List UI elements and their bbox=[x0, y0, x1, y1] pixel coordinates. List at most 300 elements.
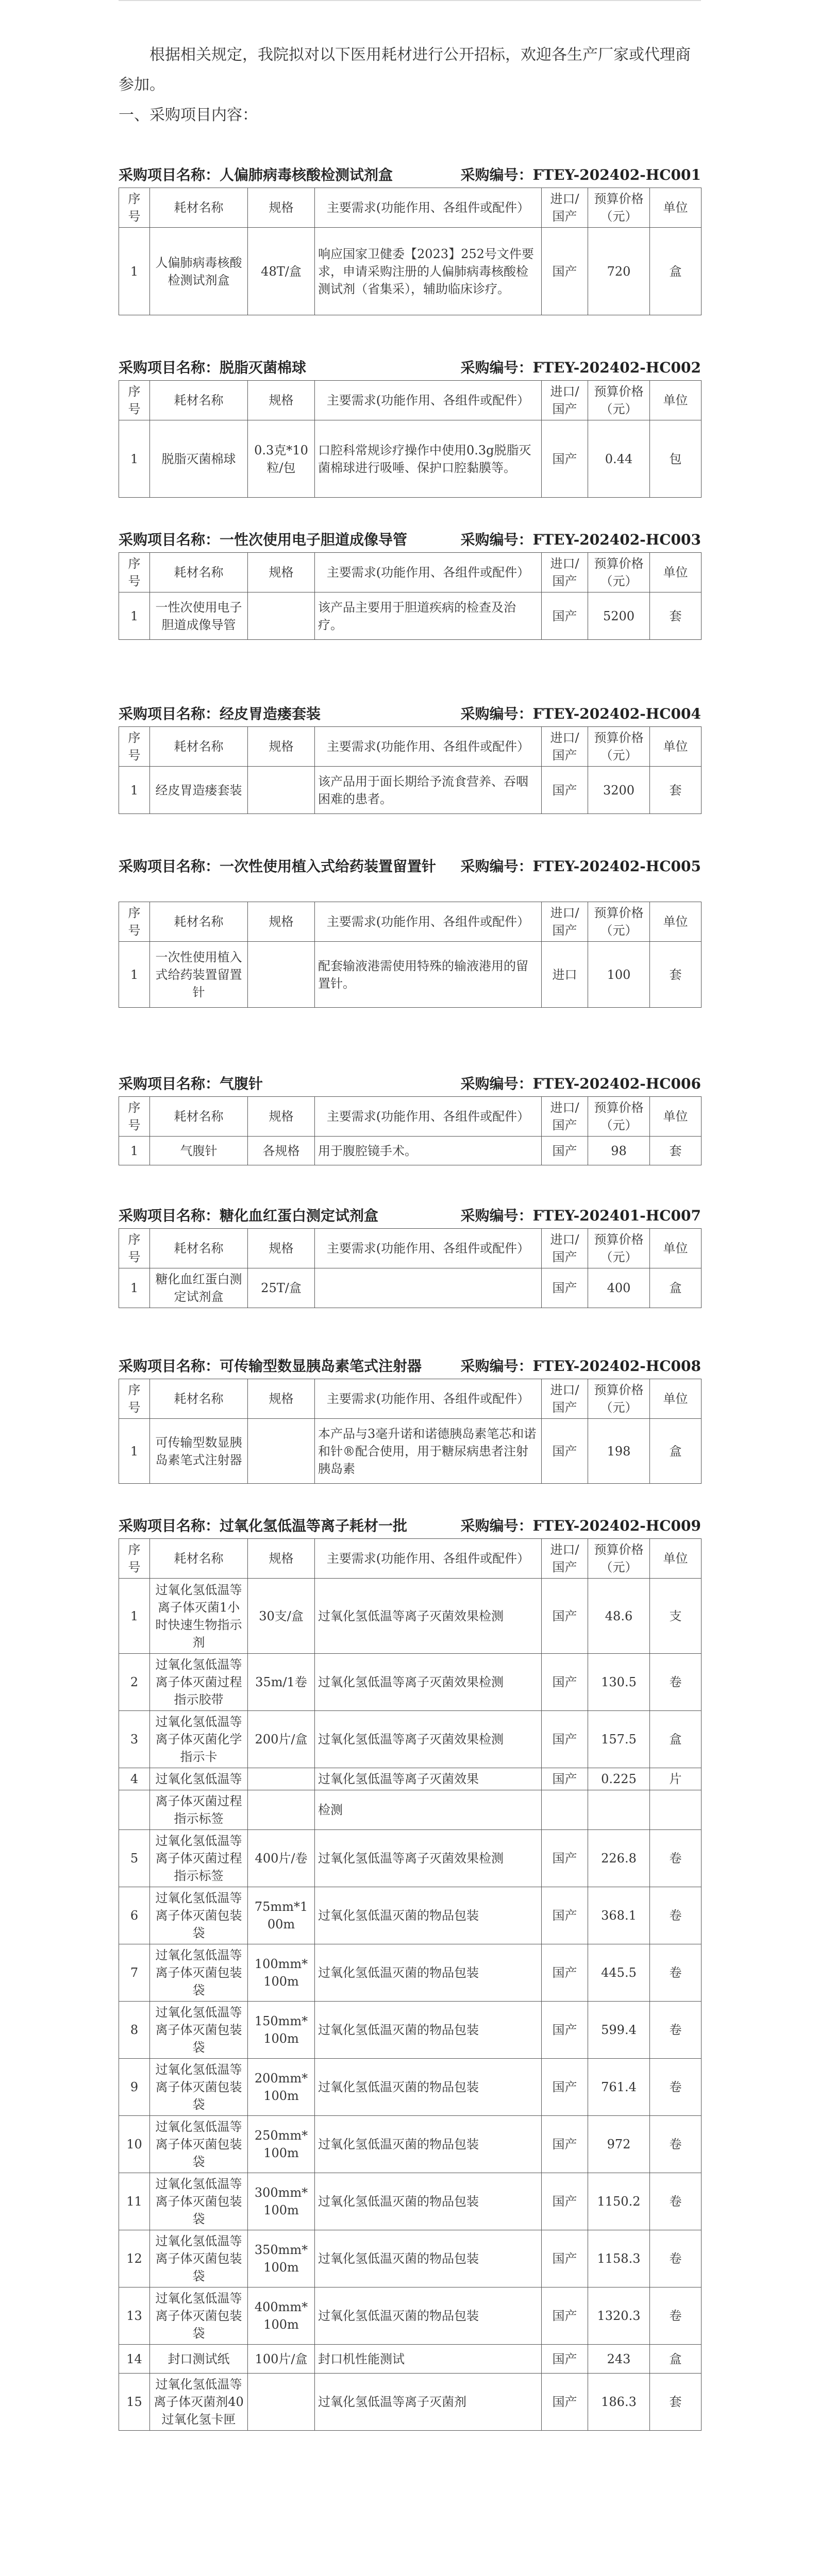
procurement-table bbox=[119, 1096, 702, 1165]
cell-req: 响应国家卫健委【2023】252号文件要求，申请采购注册的人偏肺病毒核酸检测试剂（省集采），辅助临床诊疗。 bbox=[315, 228, 542, 315]
cell-req: 过氧化氢低温灭菌的物品包装 bbox=[315, 2116, 542, 2173]
cell-spec bbox=[248, 1790, 315, 1830]
table-row bbox=[119, 1768, 702, 1790]
section-1-title: 一、采购项目内容： bbox=[119, 106, 258, 124]
header-cell-name: 耗材名称 bbox=[150, 553, 248, 592]
header-cell-spec: 规格 bbox=[248, 188, 315, 228]
cell-req: 过氧化氢低温等离子灭菌效果检测 bbox=[315, 1579, 542, 1654]
cell-name: 过氧化氢低温等离子体灭菌包装袋 bbox=[150, 1887, 248, 1944]
table-row bbox=[119, 1268, 702, 1308]
header-cell-seq: 序号 bbox=[119, 1097, 150, 1137]
cell-spec: 25T/盒 bbox=[248, 1268, 315, 1308]
cell-price: 445.5 bbox=[588, 1944, 650, 2002]
cell-name: 经皮胃造瘘套装 bbox=[150, 767, 248, 814]
cell-price: 98 bbox=[588, 1137, 650, 1165]
cell-req: 检测 bbox=[315, 1790, 542, 1830]
cell-seq: 8 bbox=[119, 2002, 150, 2059]
cell-origin: 国产 bbox=[542, 1419, 588, 1484]
table-header-row bbox=[119, 1539, 702, 1579]
project-heading bbox=[119, 1515, 701, 1536]
cell-name: 过氧化氢低温等离子体灭菌包装袋 bbox=[150, 2116, 248, 2173]
cell-spec bbox=[248, 1768, 315, 1790]
cell-origin: 国产 bbox=[542, 2173, 588, 2230]
project-name: 采购项目名称：一次性使用植入式给药装置留置针 bbox=[119, 858, 437, 875]
cell-req: 过氧化氢低温等离子灭菌效果检测 bbox=[315, 1711, 542, 1768]
cell-origin: 国产 bbox=[542, 1579, 588, 1654]
header-cell-seq: 序号 bbox=[119, 1539, 150, 1579]
cell-spec: 35m/1卷 bbox=[248, 1654, 315, 1711]
header-cell-seq: 序号 bbox=[119, 1229, 150, 1268]
cell-price: 972 bbox=[588, 2116, 650, 2173]
cell-origin: 国产 bbox=[542, 2374, 588, 2431]
cell-unit: 套 bbox=[650, 2374, 702, 2431]
header-cell-spec: 规格 bbox=[248, 902, 315, 942]
procurement-table bbox=[119, 1379, 702, 1484]
cell-origin: 进口 bbox=[542, 942, 588, 1008]
cell-unit: 套 bbox=[650, 592, 702, 640]
table-row bbox=[119, 2002, 702, 2059]
cell-seq: 15 bbox=[119, 2374, 150, 2431]
header-cell-origin: 进口/国产 bbox=[542, 727, 588, 767]
project-code: 采购编号：FTEY-202402-HC002 bbox=[460, 359, 701, 376]
header-cell-price: 预算价格（元） bbox=[588, 1229, 650, 1268]
header-cell-req: 主要需求(功能作用、各组件或配件） bbox=[315, 188, 542, 228]
header-cell-name: 耗材名称 bbox=[150, 1539, 248, 1579]
header-cell-seq: 序号 bbox=[119, 727, 150, 767]
cell-spec: 75mm*100m bbox=[248, 1887, 315, 1944]
cell-price: 226.8 bbox=[588, 1830, 650, 1887]
cell-name: 离子体灭菌过程指示标签 bbox=[150, 1790, 248, 1830]
cell-req: 过氧化氢低温等离子灭菌效果 bbox=[315, 1768, 542, 1790]
cell-seq: 5 bbox=[119, 1830, 150, 1887]
header-cell-origin: 进口/国产 bbox=[542, 1229, 588, 1268]
cell-unit: 卷 bbox=[650, 2287, 702, 2345]
cell-req: 过氧化氢低温灭菌的物品包装 bbox=[315, 2287, 542, 2345]
cell-spec: 150mm*100m bbox=[248, 2002, 315, 2059]
header-cell-price: 预算价格（元） bbox=[588, 553, 650, 592]
cell-req: 过氧化氢低温灭菌的物品包装 bbox=[315, 2059, 542, 2116]
table-row bbox=[119, 1711, 702, 1768]
table-header-row bbox=[119, 902, 702, 942]
table-row bbox=[119, 2173, 702, 2230]
cell-name: 过氧化氢低温等 bbox=[150, 1768, 248, 1790]
cell-price: 100 bbox=[588, 942, 650, 1008]
cell-seq: 1 bbox=[119, 1579, 150, 1654]
cell-seq: 14 bbox=[119, 2345, 150, 2374]
table-row bbox=[119, 2374, 702, 2431]
cell-name: 一性次使用电子胆道成像导管 bbox=[150, 592, 248, 640]
table-row bbox=[119, 1790, 702, 1830]
header-cell-seq: 序号 bbox=[119, 553, 150, 592]
cell-origin: 国产 bbox=[542, 2059, 588, 2116]
project-code: 采购编号：FTEY-202402-HC005 bbox=[460, 858, 701, 875]
header-cell-unit: 单位 bbox=[650, 1229, 702, 1268]
cell-unit bbox=[650, 1790, 702, 1830]
cell-req: 该产品用于面长期给予流食营养、吞咽困难的患者。 bbox=[315, 767, 542, 814]
cell-unit: 卷 bbox=[650, 2230, 702, 2287]
cell-seq: 6 bbox=[119, 1887, 150, 1944]
cell-origin: 国产 bbox=[542, 1268, 588, 1308]
table-row bbox=[119, 1944, 702, 2002]
header-cell-spec: 规格 bbox=[248, 1097, 315, 1137]
header-cell-origin: 进口/国产 bbox=[542, 1097, 588, 1137]
project-name: 采购项目名称：脱脂灭菌棉球 bbox=[119, 359, 307, 376]
cell-name: 封口测试纸 bbox=[150, 2345, 248, 2374]
cell-spec: 250mm*100m bbox=[248, 2116, 315, 2173]
header-cell-spec: 规格 bbox=[248, 1539, 315, 1579]
header-cell-origin: 进口/国产 bbox=[542, 381, 588, 420]
header-cell-price: 预算价格（元） bbox=[588, 727, 650, 767]
cell-price: 198 bbox=[588, 1419, 650, 1484]
cell-unit: 套 bbox=[650, 767, 702, 814]
cell-spec: 200mm*100m bbox=[248, 2059, 315, 2116]
cell-price: 368.1 bbox=[588, 1887, 650, 1944]
table-row bbox=[119, 1579, 702, 1654]
table-header-row bbox=[119, 1097, 702, 1137]
top-divider bbox=[119, 0, 701, 1]
project-heading bbox=[119, 357, 701, 378]
header-cell-unit: 单位 bbox=[650, 188, 702, 228]
cell-name: 过氧化氢低温等离子体灭菌包装袋 bbox=[150, 2230, 248, 2287]
cell-seq: 1 bbox=[119, 420, 150, 498]
cell-spec bbox=[248, 942, 315, 1008]
table-header-row bbox=[119, 188, 702, 228]
header-cell-seq: 序号 bbox=[119, 381, 150, 420]
cell-name: 过氧化氢低温等离子体灭菌包装袋 bbox=[150, 2002, 248, 2059]
project-name: 采购项目名称：人偏肺病毒核酸检测试剂盒 bbox=[119, 166, 393, 183]
cell-spec bbox=[248, 2374, 315, 2431]
cell-price: 1320.3 bbox=[588, 2287, 650, 2345]
project-heading bbox=[119, 1073, 701, 1094]
header-cell-req: 主要需求(功能作用、各组件或配件） bbox=[315, 1539, 542, 1579]
cell-spec: 0.3克*10粒/包 bbox=[248, 420, 315, 498]
cell-unit: 盒 bbox=[650, 1268, 702, 1308]
project-heading bbox=[119, 529, 701, 550]
cell-name: 过氧化氢低温等离子体灭菌包装袋 bbox=[150, 2059, 248, 2116]
table-row bbox=[119, 2116, 702, 2173]
cell-seq: 1 bbox=[119, 1419, 150, 1484]
cell-seq: 1 bbox=[119, 1268, 150, 1308]
table-header-row bbox=[119, 727, 702, 767]
cell-origin: 国产 bbox=[542, 1887, 588, 1944]
cell-req: 过氧化氢低温灭菌的物品包装 bbox=[315, 1887, 542, 1944]
header-cell-spec: 规格 bbox=[248, 727, 315, 767]
project-name: 采购项目名称：糖化血红蛋白测定试剂盒 bbox=[119, 1207, 379, 1224]
procurement-table bbox=[119, 380, 702, 498]
table-row bbox=[119, 1137, 702, 1165]
cell-origin: 国产 bbox=[542, 1654, 588, 1711]
header-cell-unit: 单位 bbox=[650, 727, 702, 767]
cell-unit: 卷 bbox=[650, 2116, 702, 2173]
header-cell-seq: 序号 bbox=[119, 902, 150, 942]
cell-name: 气腹针 bbox=[150, 1137, 248, 1165]
cell-price: 243 bbox=[588, 2345, 650, 2374]
cell-req: 口腔科常规诊疗操作中使用0.3g脱脂灭菌棉球进行吸唾、保护口腔黏膜等。 bbox=[315, 420, 542, 498]
cell-seq: 1 bbox=[119, 942, 150, 1008]
cell-name: 过氧化氢低温等离子体灭菌过程指示胶带 bbox=[150, 1654, 248, 1711]
cell-name: 脱脂灭菌棉球 bbox=[150, 420, 248, 498]
cell-name: 过氧化氢低温等离子体灭菌1小时快速生物指示剂 bbox=[150, 1579, 248, 1654]
project-name: 采购项目名称：一性次使用电子胆道成像导管 bbox=[119, 531, 408, 548]
project-heading bbox=[119, 1205, 701, 1226]
cell-unit: 盒 bbox=[650, 1419, 702, 1484]
cell-seq bbox=[119, 1790, 150, 1830]
cell-price: 761.4 bbox=[588, 2059, 650, 2116]
cell-unit: 盒 bbox=[650, 2345, 702, 2374]
cell-unit: 卷 bbox=[650, 1887, 702, 1944]
header-cell-name: 耗材名称 bbox=[150, 902, 248, 942]
header-cell-spec: 规格 bbox=[248, 553, 315, 592]
cell-origin: 国产 bbox=[542, 1137, 588, 1165]
header-cell-req: 主要需求(功能作用、各组件或配件） bbox=[315, 553, 542, 592]
header-cell-name: 耗材名称 bbox=[150, 381, 248, 420]
cell-seq: 1 bbox=[119, 1137, 150, 1165]
cell-req: 过氧化氢低温灭菌的物品包装 bbox=[315, 1944, 542, 2002]
project-heading bbox=[119, 703, 701, 724]
cell-origin: 国产 bbox=[542, 1944, 588, 2002]
table-header-row bbox=[119, 1379, 702, 1419]
header-cell-name: 耗材名称 bbox=[150, 188, 248, 228]
cell-price: 0.225 bbox=[588, 1768, 650, 1790]
cell-unit: 支 bbox=[650, 1579, 702, 1654]
project-heading bbox=[119, 855, 701, 877]
cell-seq: 1 bbox=[119, 767, 150, 814]
header-cell-spec: 规格 bbox=[248, 1229, 315, 1268]
cell-price: 400 bbox=[588, 1268, 650, 1308]
header-cell-spec: 规格 bbox=[248, 1379, 315, 1419]
cell-req: 过氧化氢低温灭菌的物品包装 bbox=[315, 2002, 542, 2059]
table-row bbox=[119, 420, 702, 498]
cell-spec: 各规格 bbox=[248, 1137, 315, 1165]
cell-seq: 9 bbox=[119, 2059, 150, 2116]
cell-unit: 卷 bbox=[650, 1830, 702, 1887]
cell-unit: 包 bbox=[650, 420, 702, 498]
procurement-table bbox=[119, 188, 702, 315]
cell-name: 过氧化氢低温等离子体灭菌过程指示标签 bbox=[150, 1830, 248, 1887]
table-header-row bbox=[119, 381, 702, 420]
table-row bbox=[119, 2287, 702, 2345]
cell-unit: 卷 bbox=[650, 2002, 702, 2059]
header-cell-name: 耗材名称 bbox=[150, 727, 248, 767]
header-cell-seq: 序号 bbox=[119, 1379, 150, 1419]
project-name: 采购项目名称：气腹针 bbox=[119, 1075, 263, 1092]
table-header-row bbox=[119, 1229, 702, 1268]
cell-unit: 套 bbox=[650, 942, 702, 1008]
cell-req: 配套输液港需使用特殊的输液港用的留置针。 bbox=[315, 942, 542, 1008]
cell-unit: 卷 bbox=[650, 2059, 702, 2116]
header-cell-req: 主要需求(功能作用、各组件或配件） bbox=[315, 1229, 542, 1268]
header-cell-req: 主要需求(功能作用、各组件或配件） bbox=[315, 381, 542, 420]
cell-origin: 国产 bbox=[542, 592, 588, 640]
procurement-table bbox=[119, 552, 702, 640]
cell-spec: 200片/盒 bbox=[248, 1711, 315, 1768]
header-cell-req: 主要需求(功能作用、各组件或配件） bbox=[315, 1097, 542, 1137]
project-code: 采购编号：FTEY-202402-HC003 bbox=[460, 531, 701, 548]
cell-unit: 卷 bbox=[650, 1944, 702, 2002]
header-cell-name: 耗材名称 bbox=[150, 1379, 248, 1419]
cell-spec: 400片/卷 bbox=[248, 1830, 315, 1887]
header-cell-unit: 单位 bbox=[650, 553, 702, 592]
cell-unit: 盒 bbox=[650, 1711, 702, 1768]
cell-spec bbox=[248, 1419, 315, 1484]
header-cell-price: 预算价格（元） bbox=[588, 1539, 650, 1579]
cell-origin: 国产 bbox=[542, 2230, 588, 2287]
cell-req: 过氧化氢低温灭菌的物品包装 bbox=[315, 2230, 542, 2287]
cell-name: 过氧化氢低温等离子体灭菌化学指示卡 bbox=[150, 1711, 248, 1768]
project-name: 采购项目名称：可传输型数显胰岛素笔式注射器 bbox=[119, 1358, 422, 1375]
project-heading bbox=[119, 164, 701, 185]
cell-origin bbox=[542, 1790, 588, 1830]
cell-seq: 1 bbox=[119, 592, 150, 640]
cell-origin: 国产 bbox=[542, 420, 588, 498]
cell-spec bbox=[248, 767, 315, 814]
cell-name: 过氧化氢低温等离子体灭菌包装袋 bbox=[150, 1944, 248, 2002]
cell-name: 过氧化氢低温等离子体灭菌包装袋 bbox=[150, 2287, 248, 2345]
cell-unit: 卷 bbox=[650, 1654, 702, 1711]
header-cell-seq: 序号 bbox=[119, 188, 150, 228]
cell-price: 130.5 bbox=[588, 1654, 650, 1711]
header-cell-unit: 单位 bbox=[650, 902, 702, 942]
cell-req bbox=[315, 1268, 542, 1308]
cell-unit: 盒 bbox=[650, 228, 702, 315]
cell-spec: 100mm*100m bbox=[248, 1944, 315, 2002]
project-code: 采购编号：FTEY-202401-HC007 bbox=[460, 1207, 701, 1224]
project-code: 采购编号：FTEY-202402-HC006 bbox=[460, 1075, 701, 1092]
cell-seq: 12 bbox=[119, 2230, 150, 2287]
project-heading bbox=[119, 1355, 701, 1377]
table-row bbox=[119, 1887, 702, 1944]
cell-price: 186.3 bbox=[588, 2374, 650, 2431]
header-cell-price: 预算价格（元） bbox=[588, 188, 650, 228]
cell-origin: 国产 bbox=[542, 767, 588, 814]
header-cell-origin: 进口/国产 bbox=[542, 553, 588, 592]
project-name: 采购项目名称：经皮胃造瘘套装 bbox=[119, 705, 321, 722]
header-cell-unit: 单位 bbox=[650, 381, 702, 420]
table-row bbox=[119, 767, 702, 814]
cell-spec: 100片/盒 bbox=[248, 2345, 315, 2374]
header-cell-unit: 单位 bbox=[650, 1539, 702, 1579]
header-cell-origin: 进口/国产 bbox=[542, 902, 588, 942]
cell-req: 本产品与3毫升诺和诺德胰岛素笔芯和诺和针®配合使用，用于糖尿病患者注射胰岛素 bbox=[315, 1419, 542, 1484]
cell-origin: 国产 bbox=[542, 2287, 588, 2345]
table-row bbox=[119, 592, 702, 640]
cell-seq: 2 bbox=[119, 1654, 150, 1711]
cell-price: 1158.3 bbox=[588, 2230, 650, 2287]
cell-origin: 国产 bbox=[542, 2002, 588, 2059]
cell-price: 0.44 bbox=[588, 420, 650, 498]
cell-seq: 4 bbox=[119, 1768, 150, 1790]
procurement-table bbox=[119, 1538, 702, 2431]
cell-seq: 11 bbox=[119, 2173, 150, 2230]
cell-origin: 国产 bbox=[542, 1830, 588, 1887]
header-cell-name: 耗材名称 bbox=[150, 1097, 248, 1137]
cell-seq: 1 bbox=[119, 228, 150, 315]
cell-unit: 卷 bbox=[650, 2173, 702, 2230]
cell-origin: 国产 bbox=[542, 1711, 588, 1768]
header-cell-spec: 规格 bbox=[248, 381, 315, 420]
cell-price: 157.5 bbox=[588, 1711, 650, 1768]
cell-req: 过氧化氢低温等离子灭菌效果检测 bbox=[315, 1654, 542, 1711]
cell-seq: 10 bbox=[119, 2116, 150, 2173]
table-row bbox=[119, 228, 702, 315]
header-cell-req: 主要需求(功能作用、各组件或配件） bbox=[315, 727, 542, 767]
header-cell-req: 主要需求(功能作用、各组件或配件） bbox=[315, 1379, 542, 1419]
cell-origin: 国产 bbox=[542, 228, 588, 315]
cell-req: 过氧化氢低温等离子灭菌剂 bbox=[315, 2374, 542, 2431]
cell-seq: 7 bbox=[119, 1944, 150, 2002]
table-row bbox=[119, 942, 702, 1008]
cell-seq: 13 bbox=[119, 2287, 150, 2345]
table-header-row bbox=[119, 553, 702, 592]
cell-spec: 300mm*100m bbox=[248, 2173, 315, 2230]
cell-unit: 片 bbox=[650, 1768, 702, 1790]
cell-price: 1150.2 bbox=[588, 2173, 650, 2230]
header-cell-price: 预算价格（元） bbox=[588, 1379, 650, 1419]
cell-name: 人偏肺病毒核酸检测试剂盒 bbox=[150, 228, 248, 315]
cell-req: 过氧化氢低温灭菌的物品包装 bbox=[315, 2173, 542, 2230]
table-row bbox=[119, 2345, 702, 2374]
project-code: 采购编号：FTEY-202402-HC004 bbox=[460, 705, 701, 722]
cell-origin: 国产 bbox=[542, 2345, 588, 2374]
procurement-table bbox=[119, 1228, 702, 1308]
project-code: 采购编号：FTEY-202402-HC009 bbox=[460, 1517, 701, 1534]
cell-price: 5200 bbox=[588, 592, 650, 640]
header-cell-name: 耗材名称 bbox=[150, 1229, 248, 1268]
table-row bbox=[119, 1419, 702, 1484]
cell-spec: 400mm*100m bbox=[248, 2287, 315, 2345]
intro-paragraph: 根据相关规定，我院拟对以下医用耗材进行公开招标，欢迎各生产厂家或代理商参加。 bbox=[119, 46, 691, 94]
cell-seq: 3 bbox=[119, 1711, 150, 1768]
cell-spec: 350mm*100m bbox=[248, 2230, 315, 2287]
procurement-table bbox=[119, 726, 702, 814]
header-cell-price: 预算价格（元） bbox=[588, 1097, 650, 1137]
cell-spec: 48T/盒 bbox=[248, 228, 315, 315]
cell-price: 3200 bbox=[588, 767, 650, 814]
cell-req: 用于腹腔镜手术。 bbox=[315, 1137, 542, 1165]
cell-price: 599.4 bbox=[588, 2002, 650, 2059]
cell-price: 720 bbox=[588, 228, 650, 315]
cell-spec bbox=[248, 592, 315, 640]
header-cell-origin: 进口/国产 bbox=[542, 188, 588, 228]
cell-req: 过氧化氢低温等离子灭菌效果检测 bbox=[315, 1830, 542, 1887]
cell-origin: 国产 bbox=[542, 1768, 588, 1790]
table-row bbox=[119, 2059, 702, 2116]
header-cell-origin: 进口/国产 bbox=[542, 1539, 588, 1579]
header-cell-req: 主要需求(功能作用、各组件或配件） bbox=[315, 902, 542, 942]
cell-name: 糖化血红蛋白测定试剂盒 bbox=[150, 1268, 248, 1308]
cell-origin: 国产 bbox=[542, 2116, 588, 2173]
header-cell-price: 预算价格（元） bbox=[588, 902, 650, 942]
table-row bbox=[119, 1830, 702, 1887]
table-row bbox=[119, 1654, 702, 1711]
procurement-table bbox=[119, 902, 702, 1008]
cell-price bbox=[588, 1790, 650, 1830]
cell-price: 48.6 bbox=[588, 1579, 650, 1654]
cell-unit: 套 bbox=[650, 1137, 702, 1165]
cell-spec: 30支/盒 bbox=[248, 1579, 315, 1654]
header-cell-unit: 单位 bbox=[650, 1097, 702, 1137]
cell-req: 封口机性能测试 bbox=[315, 2345, 542, 2374]
header-cell-price: 预算价格（元） bbox=[588, 381, 650, 420]
project-code: 采购编号：FTEY-202402-HC008 bbox=[460, 1358, 701, 1375]
cell-name: 一次性使用植入式给药装置留置针 bbox=[150, 942, 248, 1008]
header-cell-unit: 单位 bbox=[650, 1379, 702, 1419]
project-name: 采购项目名称：过氧化氢低温等离子耗材一批 bbox=[119, 1517, 408, 1534]
project-code: 采购编号：FTEY-202402-HC001 bbox=[460, 166, 701, 183]
cell-name: 过氧化氢低温等离子体灭菌包装袋 bbox=[150, 2173, 248, 2230]
table-row bbox=[119, 2230, 702, 2287]
cell-req: 该产品主要用于胆道疾病的检查及治疗。 bbox=[315, 592, 542, 640]
